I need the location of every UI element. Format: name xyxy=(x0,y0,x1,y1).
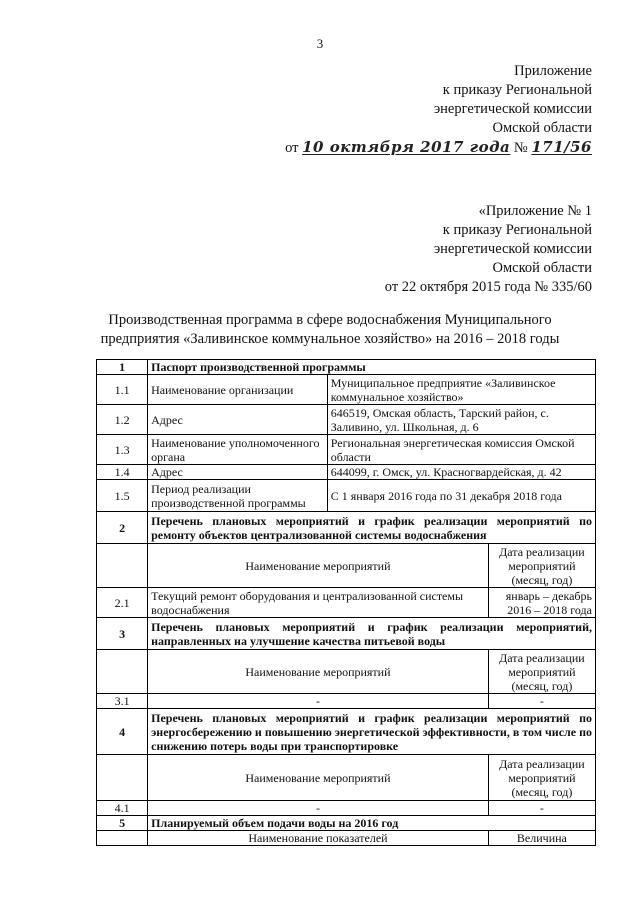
appendix-line: от 22 октября 2015 года № 335/60 xyxy=(384,279,592,295)
table-row xyxy=(97,480,596,512)
section-title: Планируемый объем подачи воды на 2016 год xyxy=(148,816,596,831)
row-number: 2.1 xyxy=(97,588,148,618)
document-title xyxy=(70,311,590,349)
table-row xyxy=(97,694,596,709)
table-row xyxy=(97,465,596,480)
table-row xyxy=(97,405,596,435)
appendix-line: Омской области xyxy=(492,120,592,136)
section-number: 3 xyxy=(97,618,148,650)
table-row xyxy=(97,435,596,465)
section-number: 1 xyxy=(97,360,148,375)
column-header-row xyxy=(97,650,596,694)
row-number: 3.1 xyxy=(97,694,148,709)
section-title: Перечень плановых мероприятий и график реализации мероприятий по ремонту объектов централизованной системы водоснабжения xyxy=(148,512,596,544)
appendix-line: к приказу Региональной xyxy=(442,82,592,98)
section-title: Паспорт производственной программы xyxy=(148,360,596,375)
section-number: 2 xyxy=(97,512,148,544)
empty-cell xyxy=(97,650,148,694)
col-header-date: Дата реализации мероприятий (месяц, год) xyxy=(488,755,595,801)
appendix-line: энергетической комиссии xyxy=(433,101,592,117)
row-label: Период реализации производственной программы xyxy=(148,480,328,512)
empty-cell xyxy=(97,755,148,801)
section-3-header xyxy=(97,618,596,650)
section-title: Перечень плановых мероприятий и график реализации мероприятий по энергосбережению и повышению энергетической эффективности, в том числе по снижению потерь воды при транспортировке xyxy=(148,709,596,755)
row-number: 1.5 xyxy=(97,480,148,512)
appendix-original xyxy=(385,202,592,297)
section-1-header xyxy=(97,360,596,375)
col-header-value: Величина xyxy=(488,831,595,846)
measure-date: январь – декабрь 2016 – 2018 года xyxy=(488,588,595,618)
row-number: 1.4 xyxy=(97,465,148,480)
row-label: Наименование организации xyxy=(148,375,328,405)
row-number: 1.3 xyxy=(97,435,148,465)
row-number: 1.2 xyxy=(97,405,148,435)
row-label: Наименование уполномоченного органа xyxy=(148,435,328,465)
section-2-header xyxy=(97,512,596,544)
row-number: 4.1 xyxy=(97,801,148,816)
column-header-row xyxy=(97,544,596,588)
from-prefix: от xyxy=(285,140,299,156)
page-number: 3 xyxy=(316,36,324,51)
row-value: Региональная энергетическая комиссия Омской области xyxy=(327,435,595,465)
col-header-name: Наименование мероприятий xyxy=(148,650,489,694)
appendix-line: к приказу Региональной xyxy=(442,222,592,238)
program-table xyxy=(96,359,596,846)
row-label: Адрес xyxy=(148,465,328,480)
col-header-indicator: Наименование показателей xyxy=(148,831,489,846)
row-value: 644099, г. Омск, ул. Красногвардейская, д. 42 xyxy=(327,465,595,480)
section-number: 5 xyxy=(97,816,148,831)
column-header-row xyxy=(97,831,596,846)
col-header-name: Наименование мероприятий xyxy=(148,544,489,588)
table-row xyxy=(97,375,596,405)
title-line: Производственная программа в сфере водоснабжения Муниципального xyxy=(108,312,552,328)
row-value: С 1 января 2016 года по 31 декабря 2018 года xyxy=(327,480,595,512)
measure-date: - xyxy=(488,694,595,709)
section-5-header xyxy=(97,816,596,831)
appendix-line: Приложение xyxy=(514,63,592,79)
appendix-line: «Приложение № 1 xyxy=(478,203,592,219)
handwritten-number: 171/56 xyxy=(531,138,592,156)
handwritten-date: 10 октября 2017 года xyxy=(302,138,511,156)
measure-name: Текущий ремонт оборудования и централизованной системы водоснабжения xyxy=(148,588,489,618)
row-number: 1.1 xyxy=(97,375,148,405)
row-label: Адрес xyxy=(148,405,328,435)
column-header-row xyxy=(97,755,596,801)
appendix-line: энергетической комиссии xyxy=(433,241,592,257)
row-value: Муниципальное предприятие «Заливинское коммунальное хозяйство» xyxy=(327,375,595,405)
col-header-name: Наименование мероприятий xyxy=(148,755,489,801)
title-line: предприятия «Заливинское коммунальное хозяйство» на 2016 – 2018 годы xyxy=(100,331,560,347)
order-date-line xyxy=(285,138,592,158)
row-value: 646519, Омская область, Тарский район, с. Заливино, ул. Школьная, д. 6 xyxy=(327,405,595,435)
col-header-date: Дата реализации мероприятий (месяц, год) xyxy=(488,650,595,694)
appendix-line: Омской области xyxy=(492,260,592,276)
section-number: 4 xyxy=(97,709,148,755)
table-row xyxy=(97,801,596,816)
measure-date: - xyxy=(488,801,595,816)
number-sign: № xyxy=(513,140,528,156)
col-header-date: Дата реализации мероприятий (месяц, год) xyxy=(488,544,595,588)
empty-cell xyxy=(97,831,148,846)
section-4-header xyxy=(97,709,596,755)
empty-cell xyxy=(97,544,148,588)
table-row xyxy=(97,588,596,618)
appendix-header xyxy=(285,62,592,158)
section-title: Перечень плановых мероприятий и график реализации мероприятий, направленных на улучшение качества питьевой воды xyxy=(148,618,596,650)
measure-name: - xyxy=(148,694,489,709)
measure-name: - xyxy=(148,801,489,816)
